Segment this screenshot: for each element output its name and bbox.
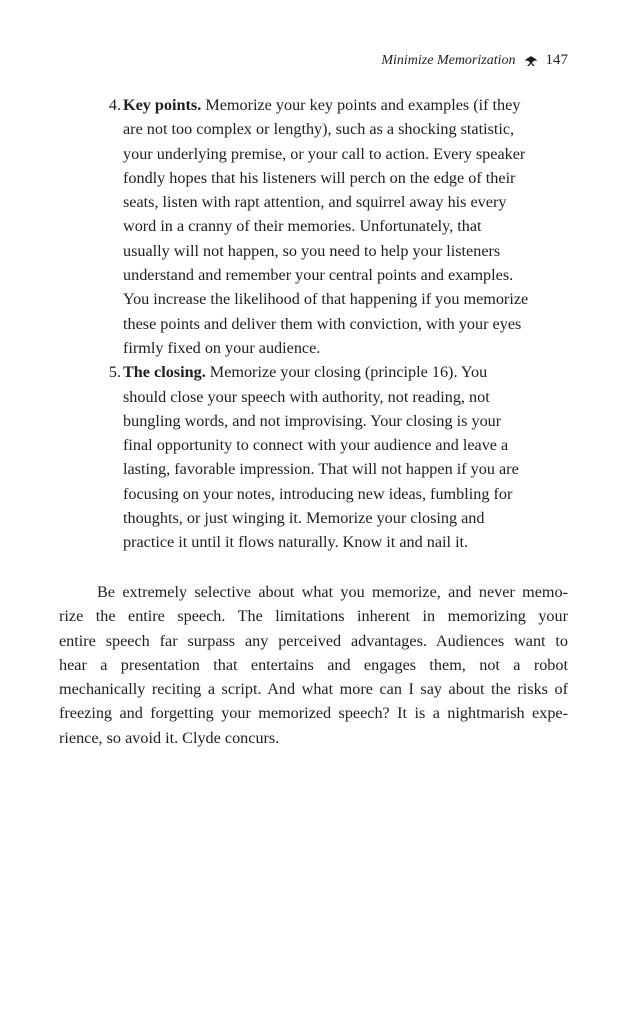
- list-item-closing: [0, 360, 624, 554]
- list-line: [123, 360, 569, 384]
- paragraph-line: entire speech far surpass any perceived advantages. Audiences want to: [59, 631, 568, 650]
- list-line: seats, listen with rapt attention, and squirrel away his every: [123, 193, 507, 212]
- list-line-text: Memorize your closing (principle 16). You: [205, 363, 488, 382]
- list-line: these points and deliver them with conviction, with your eyes: [123, 314, 522, 333]
- page-number: 147: [545, 52, 568, 68]
- paragraph-line: hear a presentation that entertains and engages them, not a robot: [59, 655, 568, 674]
- list-line: You increase the likelihood of that happening if you memorize: [123, 290, 529, 309]
- list-line-text: Memorize your key points and examples (if they: [201, 96, 521, 114]
- list-item-key-points: [0, 93, 624, 360]
- paragraph-line: freezing and forgetting your memorized speech? It is a nightmarish expe-: [59, 704, 568, 723]
- numbered-list: [0, 93, 624, 555]
- list-line: understand and remember your central points and examples.: [123, 266, 514, 285]
- body-paragraph: [59, 580, 568, 750]
- list-line: [123, 93, 569, 117]
- list-line: are not too complex or lengthy), such as a shocking statistic,: [123, 120, 515, 139]
- list-line: thoughts, or just winging it. Memorize your closing and: [123, 509, 485, 528]
- list-item-title: Key points.: [123, 96, 202, 114]
- list-number: 4.: [108, 96, 121, 114]
- list-item-title: The closing.: [123, 363, 206, 382]
- list-number: 5.: [108, 363, 121, 382]
- list-line: lasting, favorable impression. That will not happen if you are: [123, 460, 519, 479]
- running-header: [381, 52, 568, 69]
- list-line: practice it until it flows naturally. Know it and nail it.: [123, 533, 469, 552]
- paragraph-line: Be extremely selective about what you memorize, and never memo-: [97, 583, 568, 601]
- list-line: fondly hopes that his listeners will perch on the edge of their: [123, 168, 516, 187]
- list-line: should close your speech with authority, not reading, not: [123, 387, 490, 406]
- paragraph-line: mechanically reciting a script. And what more can I say about the risks of: [59, 680, 568, 699]
- running-title: Minimize Memorization: [381, 52, 516, 68]
- paragraph-line: rience, so avoid it. Clyde concurs.: [59, 728, 280, 747]
- fleuron-icon: [524, 55, 538, 67]
- list-line: usually will not happen, so you need to help your listeners: [123, 241, 501, 260]
- list-line: your underlying premise, or your call to action. Every speaker: [123, 144, 526, 163]
- list-line: focusing on your notes, introducing new ideas, fumbling for: [123, 484, 513, 503]
- list-line: bungling words, and not improvising. Your closing is your: [123, 411, 502, 430]
- list-line: firmly fixed on your audience.: [123, 338, 321, 357]
- list-line: word in a cranny of their memories. Unfortunately, that: [123, 217, 482, 236]
- paragraph-line: rize the entire speech. The limitations inherent in memorizing your: [59, 607, 568, 626]
- list-line: final opportunity to connect with your audience and leave a: [123, 436, 509, 455]
